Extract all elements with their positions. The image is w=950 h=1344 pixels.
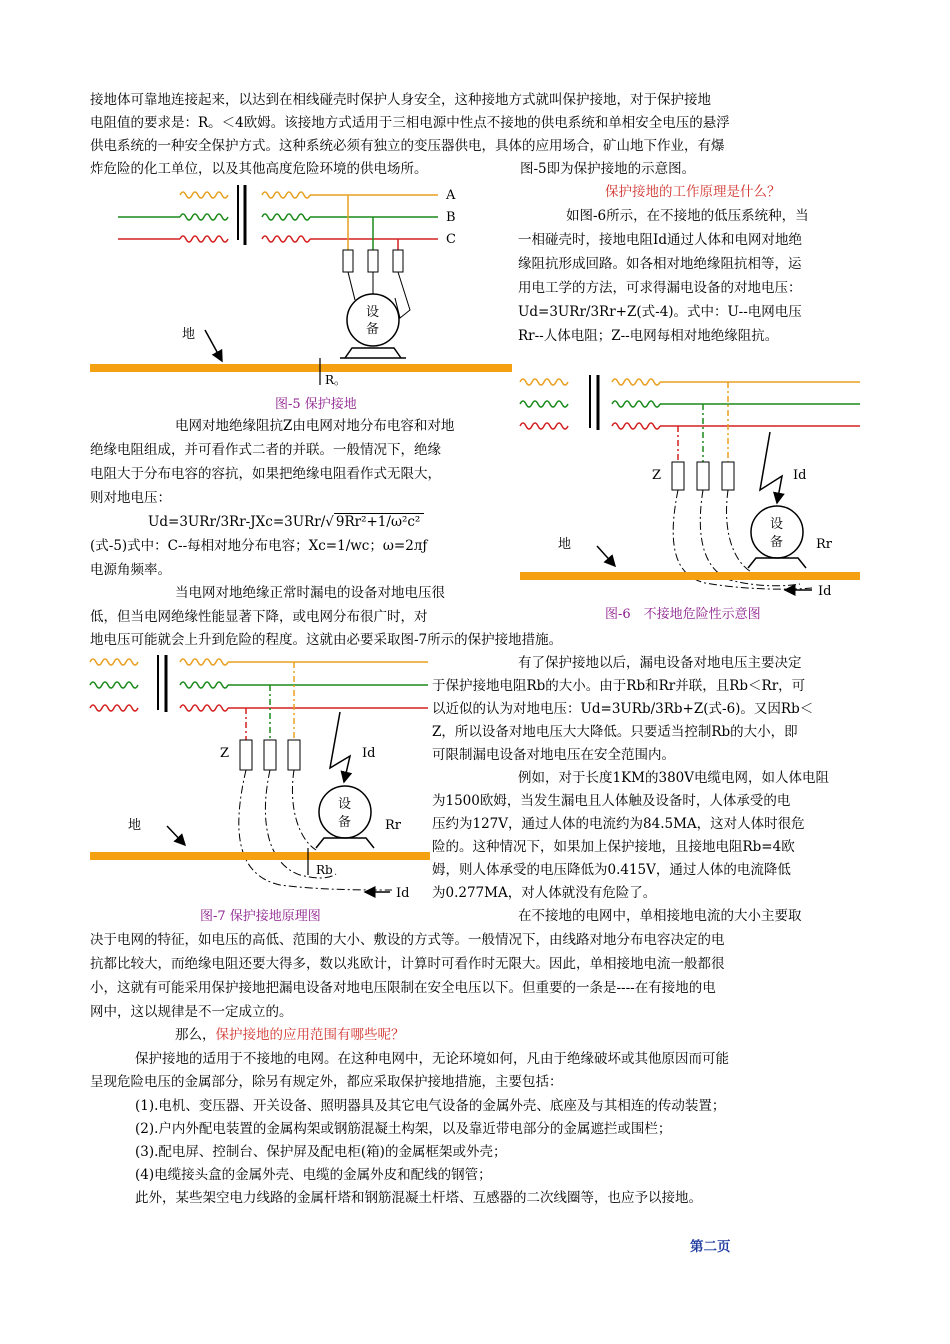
formula-radicand: 9Rr²+1/ω²c² xyxy=(334,513,424,530)
list-item: (1).电机、变压器、开关设备、照明器具及其它电气设备的金属外壳、底座及与其相连的传动装置； xyxy=(135,1098,726,1114)
rr-label: Rr xyxy=(816,537,833,552)
impedance xyxy=(393,250,403,272)
paragraph-line: Rr--人体电阻；Z--电网每相对地绝缘阻抗。 xyxy=(518,328,779,344)
figure-7 xyxy=(90,655,430,924)
paragraph-line: 在不接地的电网中，单相接地电流的大小主要取 xyxy=(518,908,802,924)
ground-label: 地 xyxy=(182,327,196,342)
paragraph-line: 如图-6所示，在不接地的低压系统种，当 xyxy=(566,208,809,224)
paragraph-line: 图-5即为保护接地的示意图。 xyxy=(520,161,696,177)
paragraph-line: Ud=3URr/3Rr+Z(式-4)。式中：U--电网电压 xyxy=(518,304,802,320)
z-label: Z xyxy=(220,746,230,761)
page-footer: 第二页 xyxy=(690,1239,731,1255)
paragraph-line: 姆，则人体承受的电压降低为0.415V，通过人体的电流降低 xyxy=(432,862,791,878)
paragraph-line: 为0.277MA，对人体就没有危险了。 xyxy=(432,885,657,901)
phase-a-label: A xyxy=(446,188,456,203)
paragraph-line: 缘阻抗形成回路。如各相对地绝缘阻抗相等，运 xyxy=(518,256,802,272)
paragraph-line: 用电工学的方法，可求得漏电设备的对地电压： xyxy=(518,280,802,296)
z-label: Z xyxy=(652,468,662,483)
equip-char: 设 xyxy=(366,305,380,320)
impedance xyxy=(343,250,353,272)
impedance xyxy=(672,462,684,490)
paragraph-line: 以近似的认为对地电压：Ud=3URb/3Rb+Z(式-6)。又因Rb＜ xyxy=(432,701,814,717)
r0-label: R。 xyxy=(325,373,347,387)
ground-label: 地 xyxy=(128,818,142,833)
figure-6 xyxy=(520,375,860,622)
id-label: Id xyxy=(818,584,832,599)
id-label: Id xyxy=(396,886,410,901)
paragraph-line: 于保护接地电阻Rb的大小。由于Rb和Rr并联，且Rb＜Rr，可 xyxy=(432,678,806,694)
figure-caption: 图-7 保护接地原理图 xyxy=(200,909,321,924)
equip-char: 备 xyxy=(338,815,352,830)
question-text: 保护接地的应用范围有哪些呢？ xyxy=(215,1027,405,1043)
paragraph-line: 为1500欧姆，当发生漏电且人体触及设备时，人体承受的电 xyxy=(432,793,791,809)
phase-c-label: C xyxy=(446,232,456,247)
paragraph-line: 供电系统的一种安全保护方式。这种系统必须有独立的变压器供电，具体的应用场合，矿山地下作业，有爆 xyxy=(90,138,725,154)
paragraph-line: 决于电网的特征，如电压的高低、范围的大小、敷设的方式等。一般情况下，由线路对地分布电容决定的电 xyxy=(90,932,725,948)
paragraph-line: 小，这就有可能采用保护接地把漏电设备对地电压限制在安全电压以下。但重要的一条是----在有接地的电 xyxy=(90,980,716,996)
impedance xyxy=(240,740,252,770)
section-question: 保护接地的工作原理是什么？ xyxy=(605,184,781,200)
figure-caption: 图-5 保护接地 xyxy=(275,397,357,412)
impedance xyxy=(697,462,709,490)
paragraph-line: (式-5)式中：C--每相对地分布电容；Xc=1/wc；ω=2лƒ xyxy=(90,538,428,554)
paragraph-line: 此外，某些架空电力线路的金属杆塔和钢筋混凝土杆塔、互感器的二次线圈等，也应予以接地。 xyxy=(135,1190,702,1206)
rb-label: Rb xyxy=(316,863,333,877)
ground-label: 地 xyxy=(558,537,572,552)
paragraph-line: 可限制漏电设备对地电压在安全范围内。 xyxy=(432,747,675,763)
paragraph-line: 电源角频率。 xyxy=(90,562,171,578)
equip-char: 设 xyxy=(770,517,784,532)
paragraph-line: 绝缘电阻组成，并可看作式二者的并联。一般情况下，绝缘 xyxy=(90,442,441,458)
id-label: Id xyxy=(793,468,807,483)
equipment xyxy=(319,786,371,838)
equipment xyxy=(751,506,803,558)
paragraph-line: 压约为127V，通过人体的电流约为84.5MA，这对人体时很危 xyxy=(432,816,805,832)
paragraph-line: 炸危险的化工单位，以及其他高度危险环境的供电场所。 xyxy=(90,161,428,177)
list-item: (3).配电屏、控制台、保护屏及配电柜(箱)的金属框架或外壳； xyxy=(135,1144,507,1160)
impedance xyxy=(264,740,276,770)
question-prefix: 那么， xyxy=(175,1027,216,1043)
id-label: Id xyxy=(362,746,376,761)
paragraph-line: 例如，对于长度1KM的380V电缆电网，如人体电阻 xyxy=(518,770,830,786)
ground-bar xyxy=(520,572,860,580)
paragraph-line: 险的。这种情况下，如果加上保护接地，且接地电阻Rb=4欧 xyxy=(432,839,795,855)
paragraph-line: 地电压可能就会上升到危险的程度。这就由必要采取图-7所示的保护接地措施。 xyxy=(90,632,563,648)
paragraph-line: 电阻大于分布电容的容抗，如果把绝缘电阻看作式无限大， xyxy=(90,466,441,482)
figure-5 xyxy=(90,185,512,412)
phase-b-label: B xyxy=(446,210,456,225)
impedance xyxy=(368,250,378,272)
paragraph-line: 当电网对地绝缘正常时漏电的设备对地电压很 xyxy=(175,585,445,601)
paragraph-line: 保护接地的适用于不接地的电网。在这种电网中，无论环境如何，凡由于绝缘破坏或其他原因而可能 xyxy=(135,1051,729,1067)
list-item: (2).户内外配电装置的金属构架或钢筋混凝土构架，以及靠近带电部分的金属遮拦或围栏； xyxy=(135,1121,672,1137)
equipment xyxy=(347,294,399,346)
paragraph-line: 电网对地绝缘阻抗Z由电网对地分布电容和对地 xyxy=(175,418,455,434)
equip-char: 备 xyxy=(366,322,380,337)
paragraph-line: Z，所以设备对地电压大大降低。只要适当控制Rb的大小，即 xyxy=(432,724,798,740)
equip-char: 设 xyxy=(338,797,352,812)
equip-char: 备 xyxy=(770,535,784,550)
paragraph-line: 接地体可靠地连接起来，以达到在相线碰壳时保护人身安全，这种接地方式就叫保护接地，对于保护接地 xyxy=(90,92,711,108)
paragraph-line: 呈现危险电压的金属部分，除另有规定外，都应采取保护接地措施，主要包括： xyxy=(90,1074,563,1090)
ground-bar xyxy=(90,852,430,860)
paragraph-line: 低，但当电网绝缘性能显著下降，或电网分布很广时，对 xyxy=(90,609,428,625)
ground-bar xyxy=(90,364,512,372)
impedance xyxy=(288,740,300,770)
figure-caption: 图-6 不接地危险性示意图 xyxy=(605,607,761,622)
paragraph-line: 网中，这以规律是不一定成立的。 xyxy=(90,1004,293,1020)
paragraph-line: 一相碰壳时，接地电阻Id通过人体和电网对地绝 xyxy=(518,232,802,248)
list-item: (4)电缆接头盒的金属外壳、电缆的金属外皮和配线的钢管； xyxy=(135,1167,492,1183)
formula-left: Ud=3URr/3Rr-JXc=3URr/√ xyxy=(148,514,334,530)
paragraph-line: 有了保护接地以后，漏电设备对地电压主要决定 xyxy=(518,655,802,671)
rr-label: Rr xyxy=(385,818,402,833)
paragraph-line: 则对地电压： xyxy=(90,490,171,506)
paragraph-line: 抗都比较大，而绝缘电阻还要大得多，数以兆欧计，计算时可看作时无限大。因此，单相接地电流一般都很 xyxy=(90,956,725,972)
paragraph-line: 电阻值的要求是：R。＜4欧姆。该接地方式适用于三相电源中性点不接地的供电系统和单相安全电压的悬浮 xyxy=(90,115,730,131)
impedance xyxy=(722,462,734,490)
